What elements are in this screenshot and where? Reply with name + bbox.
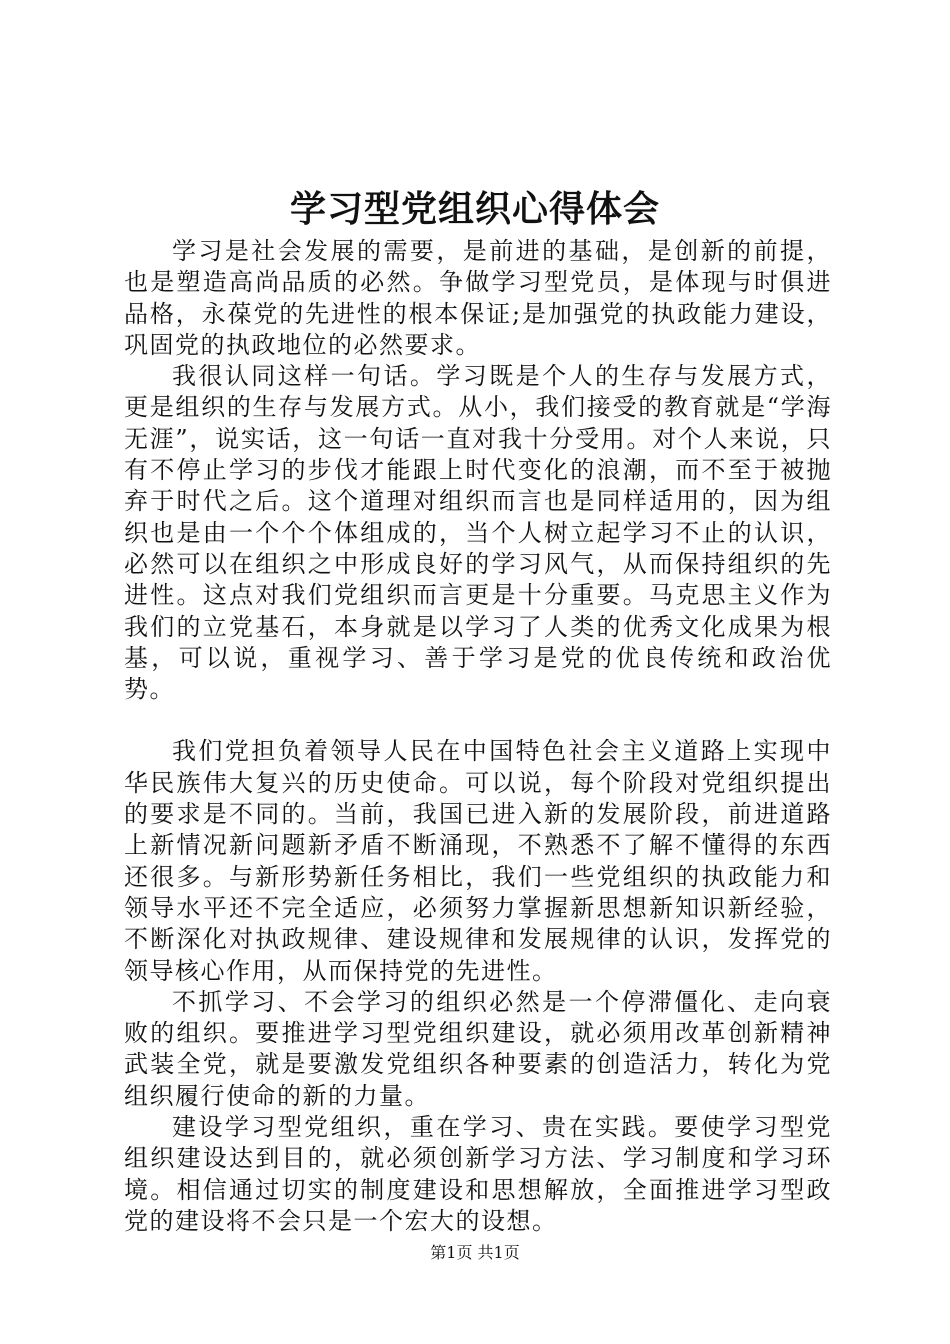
document-title: 学习型党组织心得体会 bbox=[289, 188, 660, 230]
paragraph-2: 我很认同这样一句话。学习既是个人的生存与发展方式，更是组织的生存与发展方式。从小，我们接受的教育就是“学海无涯”，说实话，这一句话一直对我十分受用。对个人来说，只有不停止学习的步伐才能跟上时代变化的浪潮，而不至于被抛弃于时代之后。这个道理对组织而言也是同样适用的，因为组织也是由一个个个体组成的，当个人树立起学习不止的认识，必然可以在组织之中形成良好的学习风气，从而保持组织的先进性。这点对我们党组织而言更是十分重要。马克思主义作为我们的立党基石，本身就是以学习了人类的优秀文化成果为根基，可以说，重视学习、善于学习是党的优良传统和政治优势。 bbox=[124, 362, 832, 704]
document-body bbox=[124, 236, 832, 1237]
paragraph-5: 建设学习型党组织，重在学习、贵在实践。要使学习型党组织建设达到目的，就必须创新学习方法、学习制度和学习环境。相信通过切实的制度建设和思想解放，全面推进学习型政党的建设将不会只是一个宏大的设想。 bbox=[124, 1113, 832, 1235]
paragraph-4: 不抓学习、不会学习的组织必然是一个停滞僵化、走向衰败的组织。要推进学习型党组织建设，就必须用改革创新精神武装全党，就是要激发党组织各种要素的创造活力，转化为党组织履行使命的新的力量。 bbox=[124, 987, 832, 1110]
paragraph-1: 学习是社会发展的需要，是前进的基础，是创新的前提，也是塑造高尚品质的必然。争做学习型党员，是体现与时俱进品格，永葆党的先进性的根本保证;是加强党的执政能力建设，巩固党的执政地位的必然要求。 bbox=[124, 237, 832, 359]
paragraph-3: 我们党担负着领导人民在中国特色社会主义道路上实现中华民族伟大复兴的历史使命。可以说，每个阶段对党组织提出的要求是不同的。当前，我国已进入新的发展阶段，前进道路上新情况新问题新矛盾不断涌现，不熟悉不了解不懂得的东西还很多。与新形势新任务相比，我们一些党组织的执政能力和领导水平还不完全适应，必须努力掌握新思想新知识新经验，不断深化对执政规律、建设规律和发展规律的认识，发挥党的领导核心作用，从而保持党的先进性。 bbox=[124, 737, 832, 985]
page-number-footer: 第1页 共1页 bbox=[430, 1243, 520, 1262]
